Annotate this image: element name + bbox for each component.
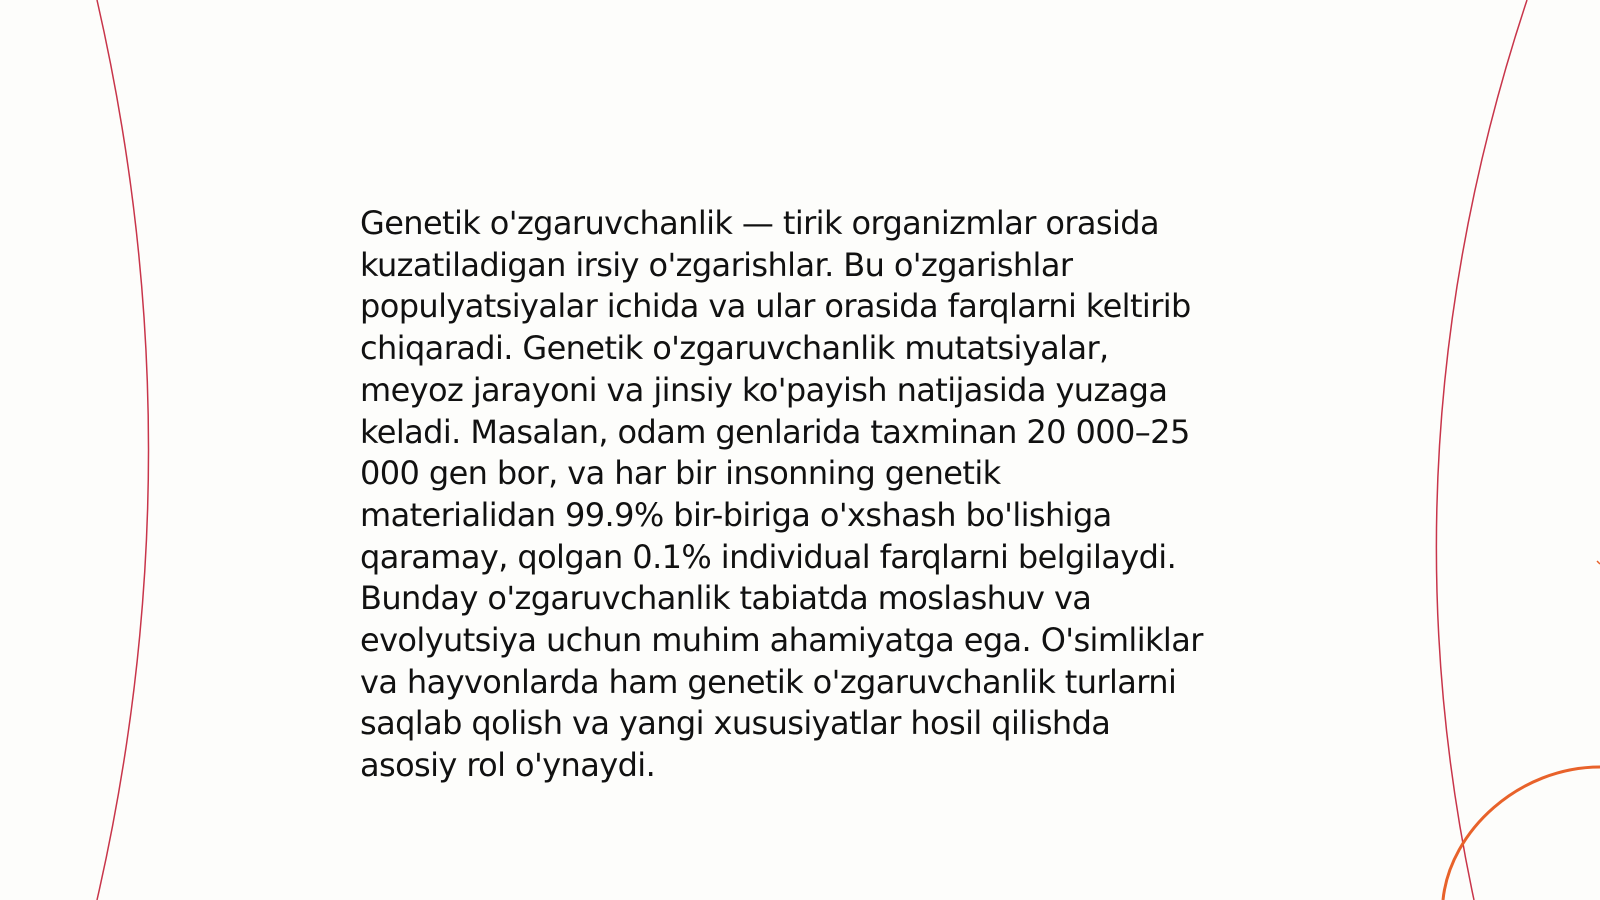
right-curve-line [1436, 0, 1527, 900]
corner-arc [1443, 767, 1600, 900]
body-paragraph: Genetik o'zgaruvchanlik — tirik organizmlar orasida kuzatiladigan irsiy o'zgarishlar. Bu o'zgarishlar populyatsiyalar ichida va ular orasida farqlarni keltirib chiqaradi. Genetik o'zgaruvchanlik mutatsiyalar, meyoz jarayoni va jinsiy ko'payish natijasida yuzaga keladi. Masalan, odam genlarida taxminan 20 000–25 000 gen bor, va har bir insonning genetik materialidan 99.9% bir-biriga o'xshash bo'lishiga qaramay, qolgan 0.1% individual farqlarni belgilaydi. Bunday o'zgaruvchanlik tabiatda moslashuv va evolyutsiya uchun muhim ahamiyatga ega. O'simliklar va hayvonlarda ham genetik o'zgaruvchanlik turlarni saqlab qolish va yangi xususiyatlar hosil qilishda asosiy rol o'ynaydi. [360, 204, 1203, 785]
left-curve-line [97, 0, 149, 900]
